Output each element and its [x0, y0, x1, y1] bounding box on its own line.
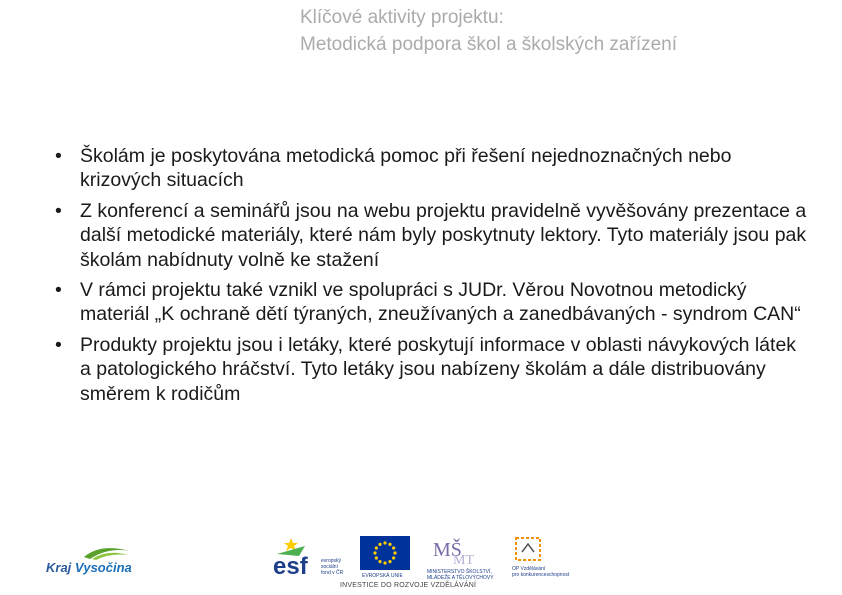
eu-star-icon: [375, 556, 378, 559]
bullet-item: [48, 144, 808, 193]
esf-text: esf: [273, 553, 308, 580]
bullet-text: V rámci projektu také vznikl ve spolupráci s JUDr. Věrou Novotnou metodický materiál „K ochraně dětí týraných, zneužívaných a zanedbávaných - syndrom CAN“: [80, 279, 801, 326]
bullet-text: Produkty projektu jsou i letáky, které poskytují informace v oblasti návykových látek a patologického hráčství. Tyto letáky jsou nabízeny školám a dále distribuovány směrem k rodičům: [80, 333, 797, 405]
title-line-1: Klíčové aktivity projektu:: [300, 7, 504, 28]
bullet-item: [48, 333, 808, 406]
eu-star-icon: [383, 541, 386, 544]
eu-star-icon: [392, 546, 395, 549]
kraj-label: Kraj: [46, 560, 75, 575]
msmt-label-2: MLÁDEŽE A TĚLOVÝCHOVY: [427, 575, 494, 581]
eu-star-icon: [388, 543, 391, 546]
msmt-label-1: MINISTERSTVO ŠKOLSTVÍ,: [427, 569, 492, 575]
eu-star-icon: [375, 546, 378, 549]
bullet-text: Z konferencí a seminářů jsou na webu projektu pravidelně vyvěšovány prezentace a další metodické materiály, které nám byly poskytnuty lektory. Tyto materiály jsou pak školám nabídnuty volně ke stažení: [80, 199, 807, 271]
svg-text:MT: MT: [453, 553, 474, 568]
esf-logo: [271, 536, 357, 578]
msmt-monogram-icon: MŠ: [433, 539, 462, 561]
eu-label: EVROPSKÁ UNIE: [362, 573, 403, 579]
eu-star-icon: [393, 551, 396, 554]
eu-flag-icon: [360, 536, 410, 570]
bullet-dot: •: [55, 145, 62, 167]
esf-small-3: fond v ČR: [321, 570, 344, 576]
bullet-text: Školám je poskytována metodická pomoc při řešení nejednoznačných nebo krizových situacích: [80, 145, 732, 192]
eu-star-icon: [388, 560, 391, 563]
investice-tagline: INVESTICE DO ROZVOJE VZDĚLÁVÁNÍ: [340, 582, 477, 589]
msmt-logo: [425, 534, 495, 580]
op-vk-logo: [510, 534, 570, 580]
op-label-1: OP Vzdělávání: [512, 566, 546, 572]
eu-star-icon: [373, 551, 376, 554]
esf-small-2: sociální: [321, 564, 338, 570]
bullet-dot: •: [55, 279, 62, 302]
kraj-vysocina-logo: [44, 545, 136, 579]
eu-star-icon: [383, 561, 386, 564]
bullet-dot: •: [55, 333, 62, 356]
title-line-2: Metodická podpora škol a školských zařízení: [300, 34, 678, 55]
op-square-icon: [516, 538, 540, 560]
bullet-dot: •: [55, 199, 62, 222]
op-label-2: pro konkurenceschopnost: [512, 572, 570, 578]
bullet-item: [48, 278, 808, 327]
kraj-swoosh-icon: [82, 545, 132, 561]
eu-flag-logo: [360, 536, 410, 578]
esf-small-1: evropský: [321, 558, 342, 564]
eu-star-icon: [378, 560, 381, 563]
slide-title: [300, 4, 677, 58]
bullet-list: [48, 144, 808, 412]
eu-star-icon: [378, 543, 381, 546]
bullet-item: [48, 199, 808, 272]
eu-star-icon: [392, 556, 395, 559]
vysocina-label: Vysočina: [74, 560, 132, 575]
